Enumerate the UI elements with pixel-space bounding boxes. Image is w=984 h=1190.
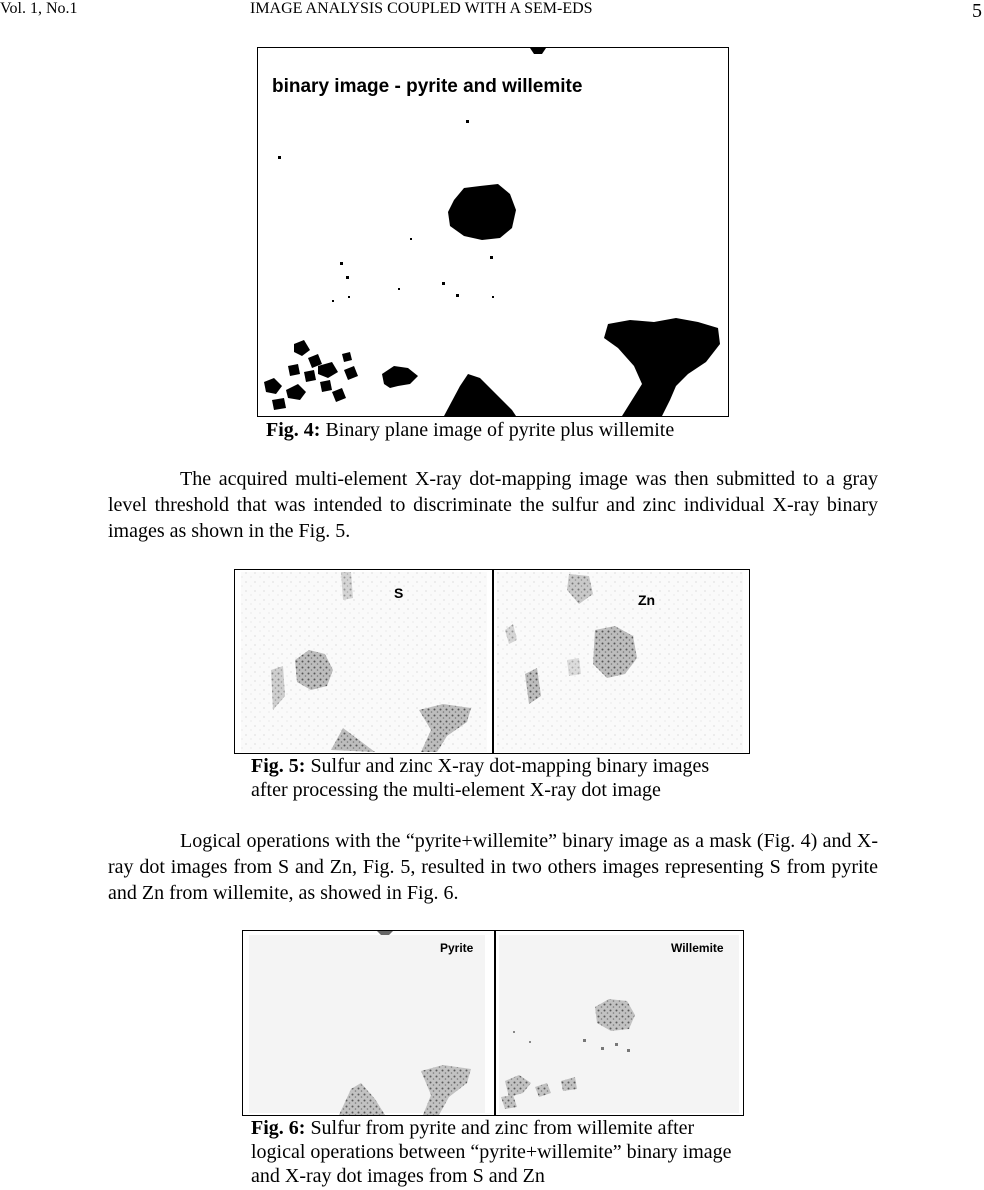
figure-5-dot-maps	[235, 570, 749, 753]
figure-6-label-pyrite: Pyrite	[440, 941, 474, 955]
header-volume: Vol. 1, No.1	[0, 0, 78, 17]
figure-4-caption	[266, 418, 674, 442]
figure-5-label-s: S	[394, 585, 404, 601]
figure-4-binary-blobs	[258, 48, 728, 416]
figure-6-caption-line-2: logical operations between “pyrite+willemite” binary image	[251, 1141, 732, 1163]
figure-5-image-pair	[234, 569, 750, 754]
figure-4-image	[257, 47, 729, 417]
figure-5-label-zn: Zn	[638, 592, 656, 608]
figure-6-caption-line-3: and X-ray dot images from S and Zn	[251, 1165, 545, 1187]
figure-4-caption-text: Binary plane image of pyrite plus willemite	[320, 419, 675, 441]
header-title: IMAGE ANALYSIS COUPLED WITH A SEM-EDS	[250, 0, 593, 17]
figure-6-caption-label: Fig. 6:	[251, 1117, 306, 1139]
figure-4-caption-label: Fig. 4:	[266, 419, 321, 441]
figure-6-dot-maps	[243, 931, 743, 1115]
figure-6-caption	[251, 1116, 732, 1188]
figure-6-image-pair	[242, 930, 744, 1116]
paragraph-2: Logical operations with the “pyrite+willemite” binary image as a mask (Fig. 4) and X-ray dot images from S and Zn, Fig. 5, resulted in two others images representing S from pyrite and Zn from willemite, as showed in Fig. 6.	[108, 830, 878, 904]
figure-4-image-title: binary image - pyrite and willemite	[272, 76, 583, 97]
figure-6-label-willemite: Willemite	[671, 941, 724, 955]
figure-6-caption-line-1: Sulfur from pyrite and zinc from willemite after	[305, 1117, 695, 1139]
paragraph-1: The acquired multi-element X-ray dot-mapping image was then submitted to a gray level threshold that was intended to discriminate the sulfur and zinc individual X-ray binary images as shown in the Fig. 5.	[108, 468, 878, 542]
page-number: 5	[972, 0, 982, 22]
figure-5-caption-line-2: after processing the multi-element X-ray dot image	[251, 779, 661, 801]
figure-5-caption	[251, 754, 709, 802]
figure-5-caption-label: Fig. 5:	[251, 755, 306, 777]
figure-5-caption-line-1: Sulfur and zinc X-ray dot-mapping binary images	[305, 755, 710, 777]
